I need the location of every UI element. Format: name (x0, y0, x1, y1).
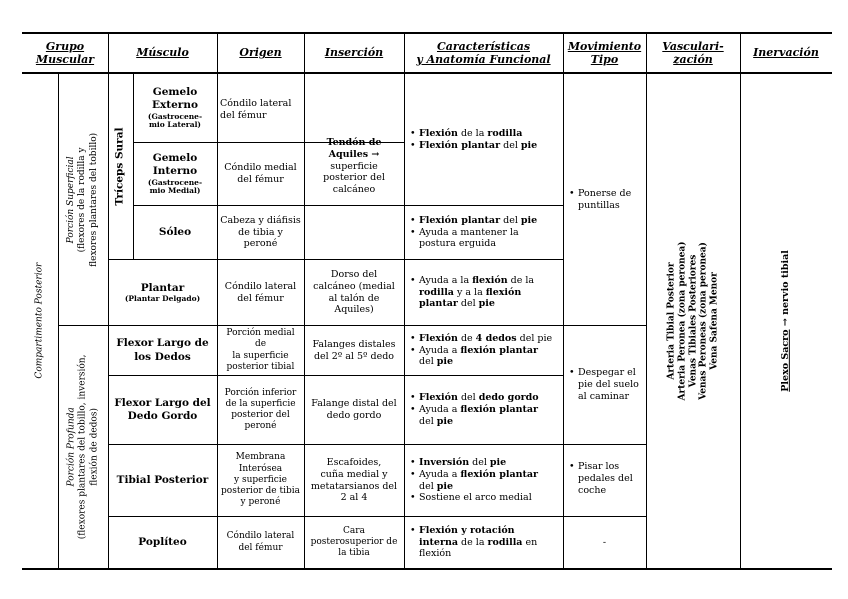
list-item: • Flexión de 4 dedos del pie (410, 333, 552, 345)
origen-text: y superficie (234, 474, 287, 485)
header-text: Movimiento (567, 39, 642, 53)
triceps-text: Tríceps Sural (113, 127, 126, 206)
header-text: Muscular (35, 53, 95, 66)
origen-text: Membrana (235, 452, 286, 463)
musculo-tibial-posterior (108, 445, 217, 516)
header-caracteristicas (404, 34, 563, 72)
musculo-flexor-largo-dedos (108, 326, 217, 375)
porcion-desc: (flexores de la rodilla y (77, 147, 88, 252)
list-item: • Ayuda a flexión plantar del pie (410, 469, 538, 493)
musculo-name: Interno (152, 165, 198, 178)
list-item: • Ayuda a flexión plantar del pie (410, 345, 552, 369)
vasc-line: Vena Safena Menor (709, 272, 720, 370)
origen-text: del fémur (238, 542, 283, 553)
header-text: Inervación (753, 46, 819, 60)
insercion-text: la tibia (338, 548, 370, 559)
musculo-name: Flexor Largo de (116, 337, 209, 350)
musculo-sub: (Plantar Delgado) (124, 293, 201, 303)
musculo-sub: mio Medial) (149, 186, 201, 196)
insercion-text: Tendón de (326, 136, 382, 148)
insercion-text: metatarsianos del (310, 480, 398, 492)
list-item: • Ayuda a mantener la postura erguida (410, 227, 537, 251)
musculo-soleo (133, 206, 217, 259)
header-insercion (304, 34, 404, 72)
origen-text: y peroné (240, 497, 281, 508)
insercion-popliteo (304, 517, 404, 568)
porcion-title: Porción Superficial (66, 156, 77, 243)
insercion-text: posterosuperior de (310, 536, 398, 547)
musculo-sub: (Gastrocene- (147, 111, 203, 121)
list-item: • Flexión de la rodilla (410, 128, 537, 140)
inervacion-cell (740, 74, 832, 568)
insercion-text: al talón de (328, 292, 380, 304)
musculo-popliteo (108, 517, 217, 568)
list-item: • Flexión del dedo gordo (410, 392, 539, 404)
carac-flexor-largo-dedos (404, 326, 563, 375)
list-item: • Flexión plantar del pie (410, 215, 537, 227)
header-text: Tipo (590, 53, 619, 66)
inerv-nervio: → nervio tibial (780, 250, 792, 330)
compartimento-label (22, 74, 58, 568)
musculo-name: Externo (152, 99, 198, 112)
list-item: • Ponerse de puntillas (569, 188, 643, 212)
list-item: • Flexión y rotación interna de la rodilla en flexión (410, 525, 537, 561)
insercion-text: del 2º al 5º dedo (313, 350, 395, 362)
musculo-name: Gemelo (152, 86, 198, 99)
origen-text: del fémur (220, 109, 267, 121)
insercion-text: dedo gordo (326, 410, 382, 421)
carac-gemelos (404, 74, 563, 205)
musculo-plantar (108, 260, 217, 325)
origen-text: posterior del (231, 410, 290, 420)
insercion-flexor-largo-dedos (304, 326, 404, 375)
origen-text: Cóndilo lateral (226, 531, 295, 542)
porcion-desc: (flexores plantares del tobillo, inversión, (77, 354, 88, 540)
insercion-text: Cara (343, 525, 365, 536)
compartimento-text: Compartimento Posterior (34, 263, 45, 379)
carac-tibial-posterior (404, 445, 563, 516)
header-inervacion (740, 34, 832, 72)
musculo-name: Poplíteo (138, 535, 187, 548)
inerv-plexo: Plexo Sacro (780, 329, 792, 392)
musculo-name: Tibial Posterior (116, 473, 209, 486)
vasc-line: Arteria Tibial Posterior (666, 262, 677, 380)
insercion-text: posterior del (323, 172, 385, 184)
insercion-text: Falange distal del (311, 398, 397, 410)
vascularizacion-cell (646, 74, 740, 568)
origen-text: de tibia y (238, 226, 283, 238)
porcion-desc: flexores plantares del tobillo) (88, 132, 99, 267)
porcion-superficial-label (58, 74, 108, 325)
origen-text: Interósea (238, 463, 283, 474)
origen-tibial-posterior (217, 445, 304, 516)
mov-text: - (602, 536, 607, 548)
origen-text: peroné (243, 238, 278, 250)
insercion-text: cuña medial y (320, 468, 388, 480)
header-text: Inserción (324, 46, 384, 60)
origen-text: Cóndilo medial (224, 162, 297, 174)
origen-flexor-largo-dedo-gordo (217, 376, 304, 444)
header-vascularizacion (646, 34, 740, 72)
origen-flexor-largo-dedos (217, 326, 304, 375)
musculo-name: los Dedos (134, 350, 191, 363)
mov-pisar-pedales (563, 445, 646, 516)
insercion-text: Aquiles → (328, 148, 380, 160)
origen-text: Cóndilo lateral (224, 280, 297, 292)
carac-popliteo (404, 517, 563, 568)
insercion-text: Falanges distales (312, 338, 396, 350)
insercion-text: calcáneo (332, 184, 376, 196)
table-bottom-rule (22, 568, 832, 570)
mov-superficial (563, 74, 646, 325)
triceps-sural-label (108, 74, 133, 259)
musculo-sub: mio Lateral) (149, 120, 201, 130)
list-item: • Sostiene el arco medial (410, 492, 538, 504)
porcion-title: Porción Profunda (66, 407, 77, 487)
origen-text: posterior de tibia (221, 486, 300, 497)
list-item: • Flexión plantar del pie (410, 140, 537, 152)
header-musculo (108, 34, 217, 72)
origen-soleo (217, 206, 304, 259)
vasc-line: Venas Tibiales Posteriores (687, 254, 698, 388)
insercion-plantar (304, 260, 404, 325)
insercion-tendon-aquiles (304, 74, 404, 259)
origen-text: de la superficie (225, 398, 296, 409)
musculo-flexor-largo-dedo-gordo (108, 376, 217, 444)
carac-soleo (404, 206, 563, 259)
insercion-text: superficie (330, 160, 378, 172)
musculo-name: Dedo Gordo (127, 410, 198, 422)
origen-popliteo (217, 517, 304, 568)
header-movimiento (563, 34, 646, 72)
origen-text: Cóndilo lateral (220, 98, 292, 109)
origen-text: del fémur (237, 292, 284, 304)
origen-text: Porción medial de (226, 328, 295, 350)
header-text: Músculo (136, 46, 189, 60)
origen-text: la superficie (232, 350, 289, 361)
mov-despegar-pie (563, 326, 646, 444)
insercion-text: Aquiles) (334, 304, 374, 316)
list-item: • Ayuda a flexión plantar del pie (410, 404, 539, 428)
header-origen (217, 34, 304, 72)
insercion-text: Dorso del (330, 268, 378, 280)
list-item: • Inversión del pie (410, 457, 538, 469)
header-text: Grupo (45, 39, 85, 53)
musculo-sub: (Gastrocene- (147, 177, 203, 187)
insercion-flexor-largo-dedo-gordo (304, 376, 404, 444)
insercion-text: 2 al 4 (340, 492, 368, 504)
carac-plantar (404, 260, 563, 325)
header-text: zación (673, 53, 713, 66)
list-item: • Despegar el pie del suelo al caminar (569, 367, 643, 403)
header-text: Origen (239, 46, 282, 60)
insercion-text: calcáneo (medial (313, 280, 395, 292)
origen-text: Porción inferior (224, 387, 297, 398)
origen-text: peroné (244, 421, 277, 432)
musculo-name: Gemelo (152, 152, 198, 165)
insercion-text: Escafoides, (326, 456, 382, 468)
origen-text: Cabeza y diáfisis (220, 214, 301, 226)
header-text: y Anatomía Funcional (416, 53, 551, 66)
origen-plantar (217, 260, 304, 325)
vasc-line: Venas Peroneas (zona peronea) (698, 242, 709, 400)
musculo-gemelo-externo (133, 74, 217, 142)
origen-text: posterior tibial (226, 361, 295, 372)
list-item: • Pisar los pedales del coche (569, 461, 643, 497)
mov-popliteo (563, 517, 646, 568)
list-item: • Ayuda a la flexión de la rodilla y a la flexión plantar del pie (410, 275, 534, 311)
musculo-name: Sóleo (158, 225, 192, 238)
musculo-name: Flexor Largo del (114, 396, 211, 409)
header-text: Características (436, 39, 531, 53)
insercion-tibial-posterior (304, 445, 404, 516)
musculo-name: Plantar (140, 281, 185, 294)
origen-gemelo-externo (217, 74, 304, 142)
origen-gemelo-interno (217, 143, 304, 205)
porcion-profunda-label (58, 326, 108, 568)
carac-flexor-largo-dedo-gordo (404, 376, 563, 444)
vasc-line: Arteria Peronea (zona peronea) (676, 241, 687, 401)
origen-text: del fémur (237, 174, 284, 185)
musculo-gemelo-interno (133, 143, 217, 205)
header-text: Vasculari- (662, 39, 724, 53)
porcion-desc: flexión de dedos) (88, 408, 99, 486)
header-grupo-muscular (22, 34, 108, 72)
